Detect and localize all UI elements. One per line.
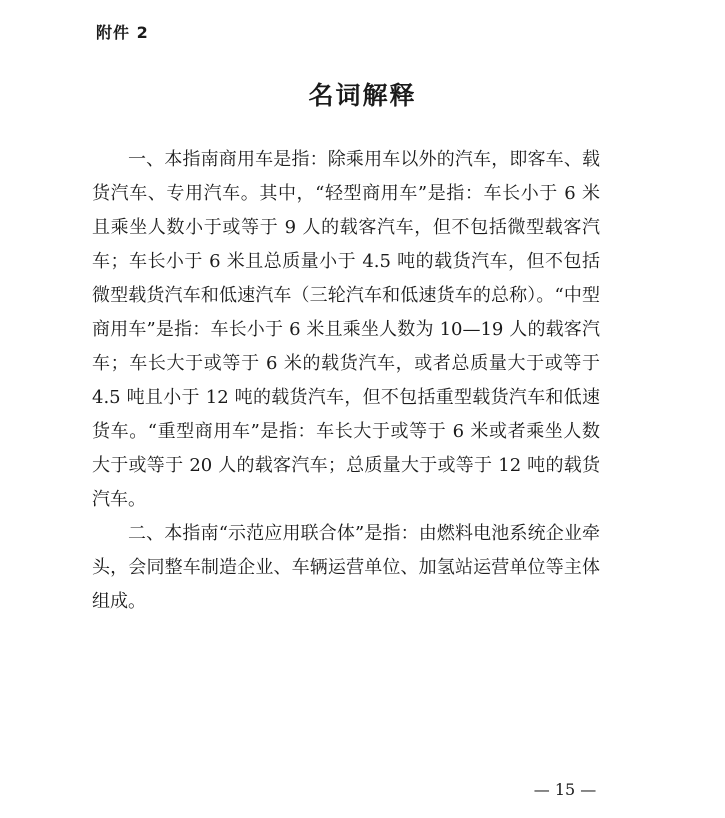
paragraph-demonstration-consortium-definition: 二、本指南“示范应用联合体”是指：由燃料电池系统企业牵头，会同整车制造企业、车辆运营单位、加氢站运营单位等主体组成。 [92, 523, 600, 612]
paragraph-commercial-vehicle-definition: 一、本指南商用车是指：除乘用车以外的汽车，即客车、载货汽车、专用汽车。其中，“轻型商用车”是指：车长小于 6 米且乘坐人数小于或等于 9 人的载客汽车，但不包括微型载客汽车；车长小于 6 米且总质量小于 4.5 吨的载货汽车，但不包括微型载货汽车和低速汽车（三轮汽车和低速货车的总称）。“中型商用车”是指：车长小于 6 米且乘坐人数为 10—19 人的载客汽车；车长大于或等于 6 米的载货汽车，或者总质量大于或等于 4.5 吨且小于 12 吨的载货汽车，但不包括重型载货汽车和低速货车。“重型商用车”是指：车长大于或等于 6 米或者乘坐人数大于或等于 20 人的载客汽车；总质量大于或等于 12 吨的载货汽车。 [92, 149, 600, 510]
document-title: 名词解释 [308, 81, 417, 110]
attachment-label: 附件 2 [96, 23, 149, 42]
page-number: — 15 — [533, 780, 597, 799]
document-body [92, 143, 600, 619]
